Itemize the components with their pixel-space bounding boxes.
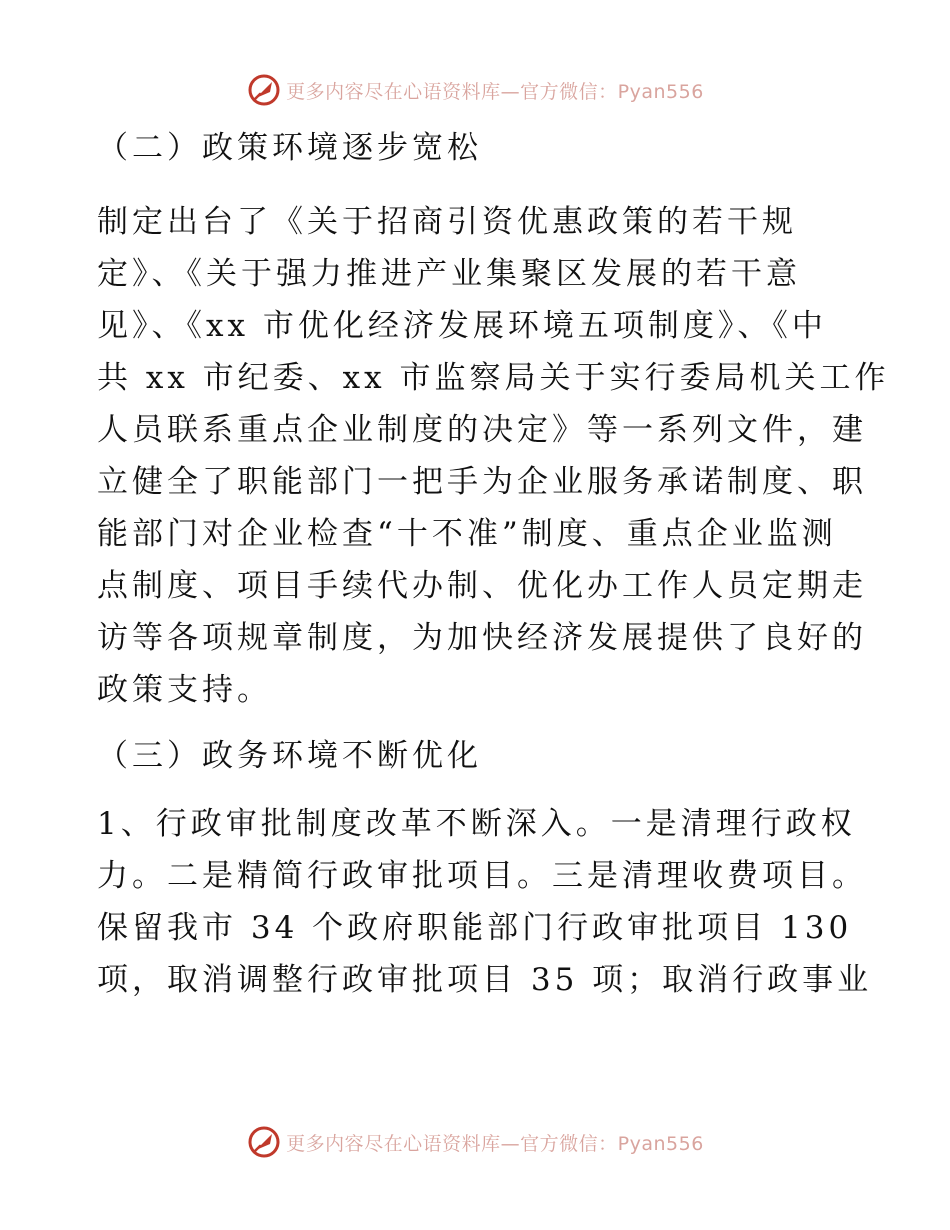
watermark-text: 更多内容尽在心语资料库—官方微信：Pyan556 [286, 80, 704, 103]
text-line: 能部门对企业检查“十不准”制度、重点企业监测 [97, 516, 837, 552]
text-line: 制定出台了《关于招商引资优惠政策的若干规 [97, 204, 797, 240]
text-line: 访等各项规章制度，为加快经济发展提供了良好的 [97, 620, 867, 656]
watermark-text: 更多内容尽在心语资料库—官方微信：Pyan556 [286, 1132, 704, 1155]
text-line: 人员联系重点企业制度的决定》等一系列文件，建 [97, 412, 867, 448]
watermark-header [0, 70, 950, 110]
text-line: 定》、《关于强力推进产业集聚区发展的若干意 [97, 256, 801, 292]
text-line: 点制度、项目手续代办制、优化办工作人员定期走 [97, 568, 867, 604]
text-line: 政策支持。 [97, 672, 272, 708]
quill-logo-icon [246, 72, 282, 108]
text-line: 见》、《xx 市优化经济发展环境五项制度》、《中 [97, 308, 827, 344]
watermark-footer [0, 1122, 950, 1162]
text-line: 保留我市 34 个政府职能部门行政审批项目 130 [97, 910, 853, 946]
text-line: 1、行政审批制度改革不断深入。一是清理行政权 [97, 806, 856, 842]
section-heading-2: （二）政策环境逐步宽松 [97, 130, 482, 166]
text-line: 项，取消调整行政审批项目 35 项；取消行政事业 [97, 962, 873, 998]
paragraph-policy [97, 196, 890, 716]
document-body [97, 120, 890, 1006]
section-heading-3: （三）政务环境不断优化 [97, 738, 482, 774]
text-line: 立健全了职能部门一把手为企业服务承诺制度、职 [97, 464, 867, 500]
text-line: 共 xx 市纪委、xx 市监察局关于实行委局机关工作 [97, 360, 890, 396]
quill-logo-icon [246, 1124, 282, 1160]
paragraph-approval [97, 798, 873, 1006]
text-line: 力。二是精简行政审批项目。三是清理收费项目。 [97, 858, 867, 894]
